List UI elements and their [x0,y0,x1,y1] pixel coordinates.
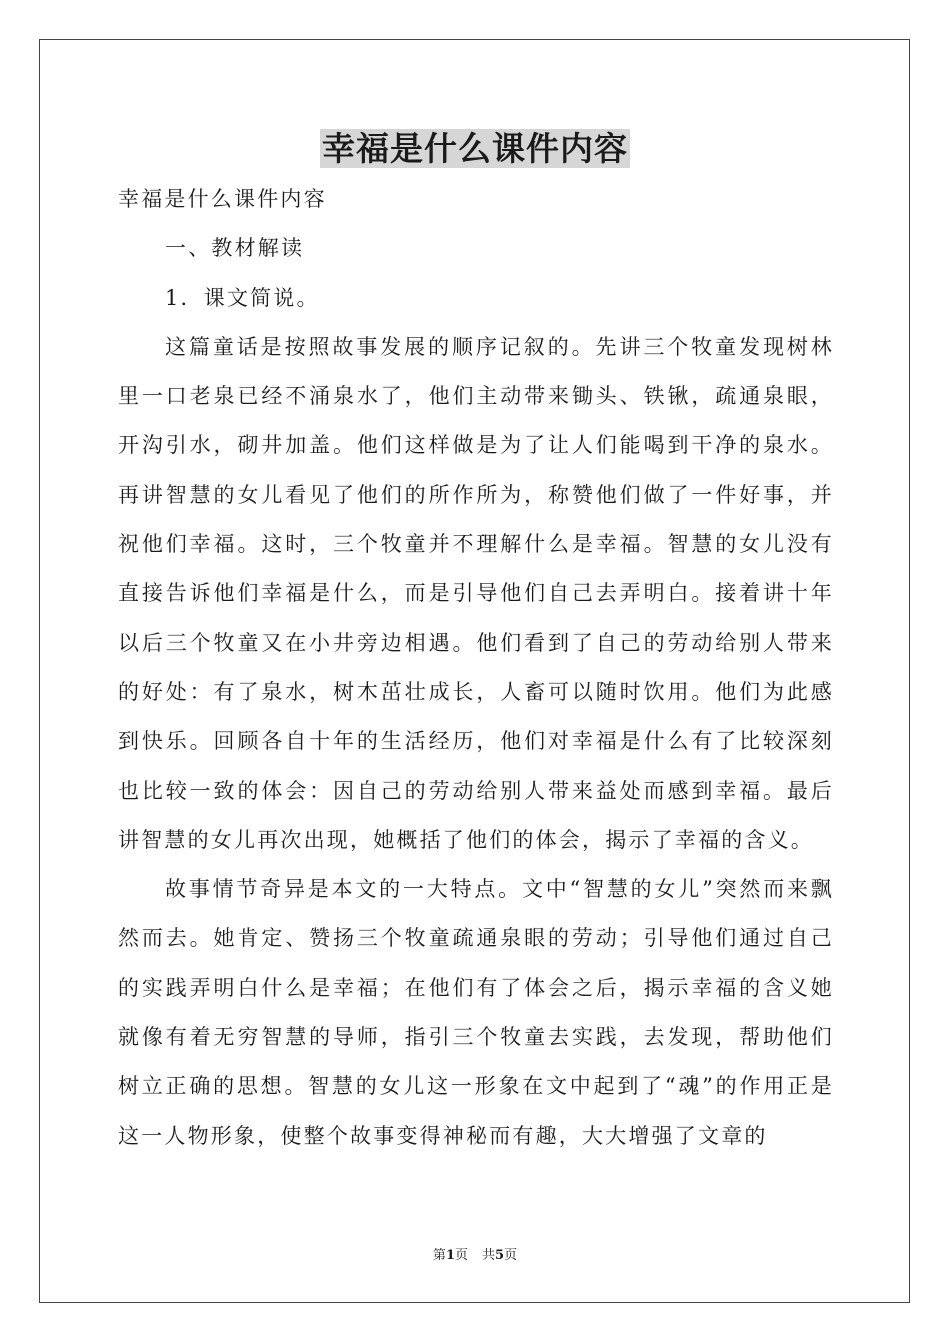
page-footer [0,1246,950,1266]
paragraph-1: 一、教材解读 [165,236,305,261]
page-current: 1 [445,1248,455,1263]
total-suffix: 页 [504,1248,518,1263]
total-pages: 5 [495,1248,505,1263]
paragraph-2: 1．课文简说。 [165,285,320,310]
total-prefix: 共 [482,1248,496,1263]
document-body [118,175,834,1161]
paragraph-3: 这篇童话是按照故事发展的顺序记叙的。先讲三个牧童发现树林里一口老泉已经不涌泉水了，他们主动带来锄头、铁锹，疏通泉眼，开沟引水，砌井加盖。他们这样做是为了让人们能喝到干净的泉水。再讲智慧的女儿看见了他们的所作所为，称赞他们做了一件好事，并祝他们幸福。这时，三个牧童并不理解什么是幸福。智慧的女儿没有直接告诉他们幸福是什么，而是引导他们自己去弄明白。接着讲十年以后三个牧童又在小井旁边相遇。他们看到了自己的劳动给别人带来的好处：有了泉水，树木茁壮成长，人畜可以随时饮用。他们为此感到快乐。回顾各自十年的生活经历，他们对幸福是什么有了比较深刻也比较一致的体会：因自己的劳动给别人带来益处而感到幸福。最后讲智慧的女儿再次出现，她概括了他们的体会，揭示了幸福的含义。 [118,334,834,852]
page-suffix: 页 [454,1248,468,1263]
document-title [0,126,950,172]
paragraph-4: 故事情节奇异是本文的一大特点。文中“智慧的女儿”突然而来飘然而去。她肯定、赞扬三个牧童疏通泉眼的劳动；引导他们通过自己的实践弄明白什么是幸福；在他们有了体会之后，揭示幸福的含义她就像有着无穷智慧的导师，指引三个牧童去实践，去发现，帮助他们树立正确的思想。智慧的女儿这一形象在文中起到了“魂”的作用正是这一人物形象，使整个故事变得神秘而有趣，大大增强了文章的 [118,877,834,1148]
paragraph-0: 幸福是什么课件内容 [118,187,327,211]
document-title-text: 幸福是什么课件内容 [322,129,628,168]
page-prefix: 第 [432,1248,446,1263]
